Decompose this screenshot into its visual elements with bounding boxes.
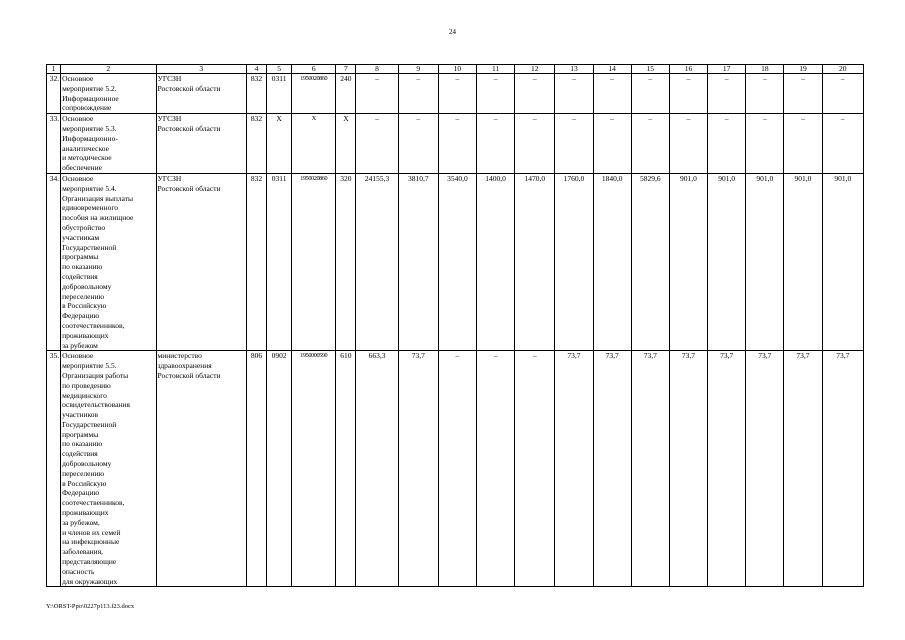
amount-cell: – xyxy=(515,114,555,174)
amount-cell: – xyxy=(784,74,822,114)
header-cell: 12 xyxy=(515,65,555,74)
header-cell: 4 xyxy=(246,65,266,74)
amount-cell: – xyxy=(784,114,822,174)
amount-cell: – xyxy=(477,351,515,587)
header-cell: 18 xyxy=(746,65,784,74)
expense-type-code: 320 xyxy=(336,173,356,350)
amount-cell: – xyxy=(398,114,438,174)
header-cell: 10 xyxy=(438,65,476,74)
activity-name: Основное мероприятие 5.2. Информационное сопровождение xyxy=(61,74,156,114)
amount-cell: 663,3 xyxy=(356,351,398,587)
amount-cell: 73,7 xyxy=(593,351,631,587)
amount-cell: 73,7 xyxy=(398,351,438,587)
amount-cell: – xyxy=(555,114,593,174)
amount-cell: – xyxy=(477,74,515,114)
amount-cell: – xyxy=(477,114,515,174)
header-cell: 16 xyxy=(669,65,707,74)
amount-cell: 24155,3 xyxy=(356,173,398,350)
amount-cell: 73,7 xyxy=(555,351,593,587)
amount-cell: 901,0 xyxy=(822,173,863,350)
activity-name: Основное мероприятие 5.4. Организация выплаты единовременного пособия на жилищное обустройство участникам Государственной программы по оказанию содействия добровольному переселению в Российскую Федерацию соотечественников, проживающих за рубежом xyxy=(61,173,156,350)
row-number: 33. xyxy=(47,114,61,174)
amount-cell: – xyxy=(631,74,669,114)
amount-cell: – xyxy=(669,74,707,114)
amount-cell: – xyxy=(746,114,784,174)
amount-cell: 901,0 xyxy=(708,173,746,350)
amount-cell: – xyxy=(398,74,438,114)
header-cell: 11 xyxy=(477,65,515,74)
amount-cell: 73,7 xyxy=(631,351,669,587)
amount-cell: – xyxy=(515,74,555,114)
amount-cell: – xyxy=(708,114,746,174)
amount-cell: – xyxy=(708,74,746,114)
header-row xyxy=(47,65,864,74)
table-row xyxy=(47,173,864,350)
header-cell: 5 xyxy=(267,65,292,74)
header-cell: 7 xyxy=(336,65,356,74)
executor: УГСЗН Ростовской области xyxy=(156,114,246,174)
amount-cell: – xyxy=(438,114,476,174)
page-number: 24 xyxy=(449,28,456,36)
amount-cell: – xyxy=(438,74,476,114)
amount-cell: 1470,0 xyxy=(515,173,555,350)
amount-cell: 73,7 xyxy=(669,351,707,587)
amount-cell: 3810,7 xyxy=(398,173,438,350)
amount-cell: 73,7 xyxy=(746,351,784,587)
amount-cell: – xyxy=(822,74,863,114)
expense-type-code: 610 xyxy=(336,351,356,587)
amount-cell: 73,7 xyxy=(784,351,822,587)
amount-cell: – xyxy=(669,114,707,174)
activity-name: Основное мероприятие 5.3. Информационно- аналитическое и методическое обеспечение xyxy=(61,114,156,174)
amount-cell: – xyxy=(746,74,784,114)
target-item-code: 1950000590 xyxy=(292,351,336,587)
amount-cell: 1760,0 xyxy=(555,173,593,350)
file-path-footer: Y:\ORST-Ppo\0227p113.f23.docx xyxy=(46,603,135,610)
amount-cell: 1400,0 xyxy=(477,173,515,350)
row-number: 35. xyxy=(47,351,61,587)
header-cell: 2 xyxy=(61,65,156,74)
expense-type-code: Х xyxy=(336,114,356,174)
section-code: 0311 xyxy=(267,74,292,114)
target-item-code: 1950020860 xyxy=(292,173,336,350)
grbs-code: 832 xyxy=(246,74,266,114)
amount-cell: 901,0 xyxy=(784,173,822,350)
executor: министерство здравоохранения Ростовской области xyxy=(156,351,246,587)
target-item-code: 1950020860 xyxy=(292,74,336,114)
amount-cell: – xyxy=(555,74,593,114)
header-cell: 9 xyxy=(398,65,438,74)
amount-cell: – xyxy=(438,351,476,587)
amount-cell: 901,0 xyxy=(669,173,707,350)
amount-cell: – xyxy=(631,114,669,174)
amount-cell: – xyxy=(593,74,631,114)
section-code: 0902 xyxy=(267,351,292,587)
amount-cell: – xyxy=(822,114,863,174)
header-cell: 20 xyxy=(822,65,863,74)
header-cell: 14 xyxy=(593,65,631,74)
header-cell: 8 xyxy=(356,65,398,74)
target-item-code: Х xyxy=(292,114,336,174)
header-cell: 3 xyxy=(156,65,246,74)
amount-cell: – xyxy=(593,114,631,174)
activity-name: Основное мероприятие 5.5. Организация работы по проведению медицинского освидетельствования участников Государственной программы по оказанию содействия добровольному переселению в Российскую Федерацию соотечественников, проживающих за рубежом, и членов их семей на инфекционные заболевания, представляющие опасность для окружающих xyxy=(61,351,156,587)
amount-cell: – xyxy=(515,351,555,587)
header-cell: 19 xyxy=(784,65,822,74)
amount-cell: 901,0 xyxy=(746,173,784,350)
grbs-code: 832 xyxy=(246,173,266,350)
amount-cell: – xyxy=(356,114,398,174)
grbs-code: 832 xyxy=(246,114,266,174)
amount-cell: – xyxy=(356,74,398,114)
row-number: 32. xyxy=(47,74,61,114)
table-row xyxy=(47,74,864,114)
table-row xyxy=(47,351,864,587)
table-row xyxy=(47,114,864,174)
row-number: 34. xyxy=(47,173,61,350)
budget-table xyxy=(46,64,864,587)
grbs-code: 806 xyxy=(246,351,266,587)
header-cell: 1 xyxy=(47,65,61,74)
amount-cell: 3540,0 xyxy=(438,173,476,350)
header-cell: 13 xyxy=(555,65,593,74)
header-cell: 15 xyxy=(631,65,669,74)
header-cell: 17 xyxy=(708,65,746,74)
amount-cell: 73,7 xyxy=(708,351,746,587)
section-code: 0311 xyxy=(267,173,292,350)
amount-cell: 5829,6 xyxy=(631,173,669,350)
expense-type-code: 240 xyxy=(336,74,356,114)
amount-cell: 73,7 xyxy=(822,351,863,587)
header-cell: 6 xyxy=(292,65,336,74)
executor: УГСЗН Ростовской области xyxy=(156,173,246,350)
executor: УГСЗН Ростовской области xyxy=(156,74,246,114)
section-code: Х xyxy=(267,114,292,174)
amount-cell: 1840,0 xyxy=(593,173,631,350)
